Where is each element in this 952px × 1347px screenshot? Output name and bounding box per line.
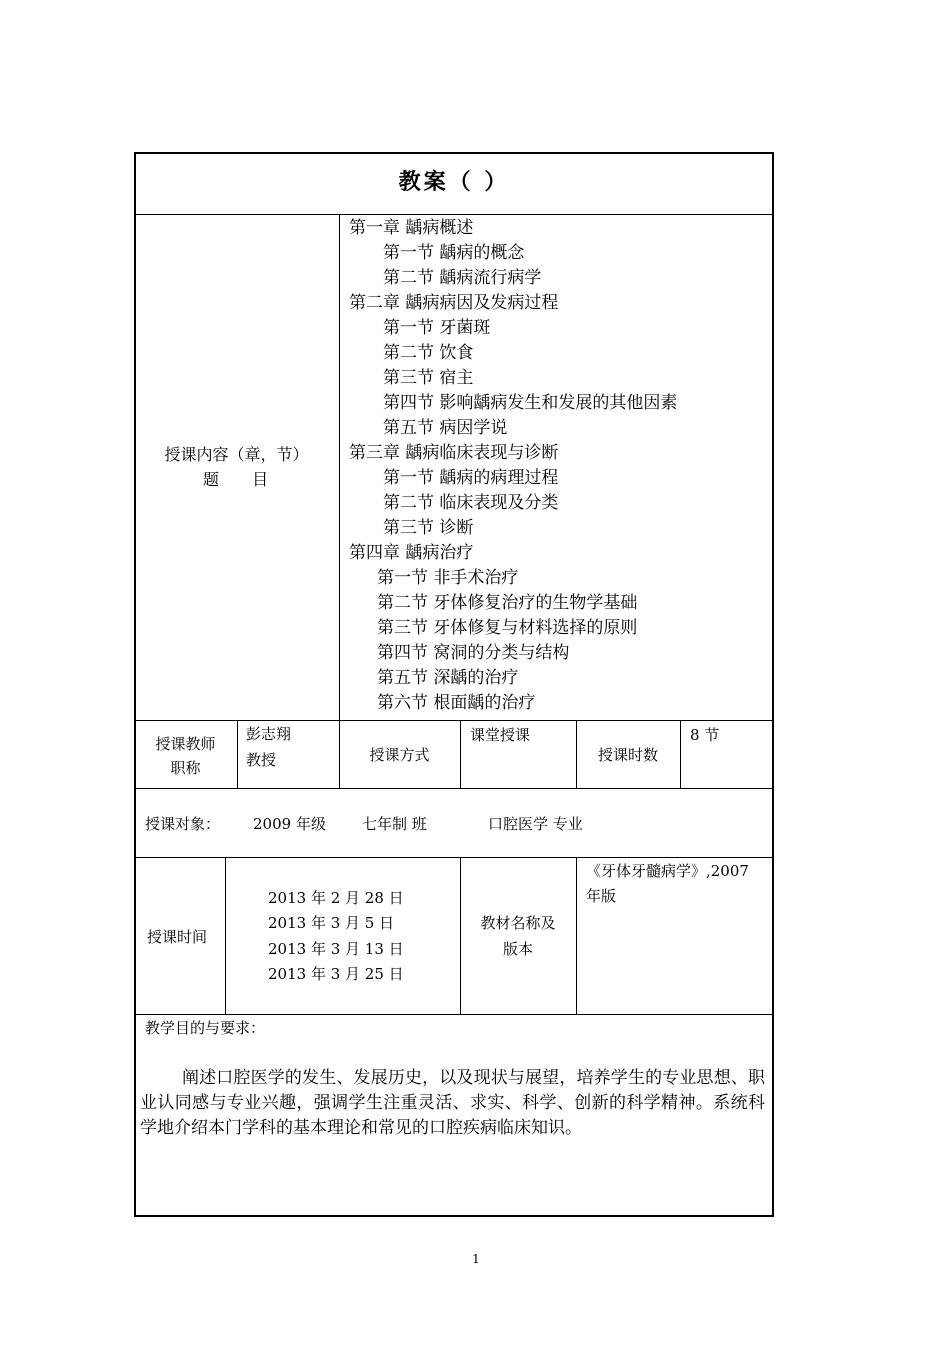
page-number: 1 — [472, 1252, 480, 1266]
method-value: 课堂授课 — [470, 726, 531, 744]
outline-section: 第六节 根面龋的治疗 — [377, 693, 536, 713]
textbook-name: 《牙体牙髓病学》,2007 — [586, 862, 749, 880]
teacher-title-label: 职称 — [170, 759, 201, 777]
outline-section: 第四节 影响龋病发生和发展的其他因素 — [383, 393, 678, 413]
outline-section: 第五节 深龋的治疗 — [377, 668, 519, 688]
teacher-title: 教授 — [246, 751, 277, 769]
outline-section: 第一节 牙菌斑 — [383, 318, 491, 338]
teacher-name: 彭志翔 — [246, 725, 292, 743]
lesson-date: 2013 年 2 月 28 日 — [268, 889, 404, 907]
outline-section: 第三节 诊断 — [383, 518, 474, 538]
outline-chapter: 第二章 龋病病因及发病过程 — [349, 293, 559, 313]
outline-section: 第一节 龋病的病理过程 — [383, 468, 559, 488]
outline-section: 第一节 非手术治疗 — [377, 568, 519, 588]
outline-chapter: 第三章 龋病临床表现与诊断 — [349, 443, 559, 463]
outline-chapter: 第四章 龋病治疗 — [349, 543, 474, 563]
audience-major: 口腔医学 专业 — [488, 815, 583, 833]
content-label-topic: 题 目 — [203, 470, 269, 489]
outline-section: 第二节 龋病流行病学 — [383, 268, 542, 288]
audience-label: 授课对象： — [145, 815, 221, 833]
teacher-label: 授课教师 — [155, 735, 216, 753]
outline-section: 第二节 牙体修复治疗的生物学基础 — [377, 593, 638, 613]
lesson-date: 2013 年 3 月 13 日 — [268, 940, 404, 958]
time-label: 授课时间 — [147, 928, 208, 946]
lesson-date: 2013 年 3 月 25 日 — [268, 965, 404, 983]
goals-label: 教学目的与要求： — [145, 1019, 266, 1037]
outline-section: 第三节 牙体修复与材料选择的原则 — [377, 618, 638, 638]
outline-section: 第一节 龋病的概念 — [383, 243, 525, 263]
audience-class: 七年制 班 — [362, 815, 427, 833]
outline-section: 第四节 窝洞的分类与结构 — [377, 643, 570, 663]
lesson-date: 2013 年 3 月 5 日 — [268, 914, 395, 932]
method-label: 授课方式 — [369, 746, 430, 764]
outline-chapter: 第一章 龋病概述 — [349, 218, 474, 238]
hours-value: 8 节 — [690, 726, 720, 744]
textbook-label-edition: 版本 — [502, 940, 533, 958]
lesson-plan-title: 教案（ ） — [398, 169, 510, 195]
audience-grade: 2009 年级 — [253, 815, 326, 833]
textbook-edition: 年版 — [586, 887, 617, 905]
outline-section: 第五节 病因学说 — [383, 418, 508, 438]
hours-label: 授课时数 — [597, 746, 658, 764]
outline-section: 第三节 宿主 — [383, 368, 474, 388]
content-label: 授课内容（章，节） — [164, 445, 309, 464]
goals-text: 阐述口腔医学的发生、发展历史，以及现状与展望，培养学生的专业思想、职业认同感与专业兴趣，强调学生注重灵活、求实、科学、创新的科学精神。系统科学地介绍本门学科的基本理论和常见的口腔疾病临床知识。 — [140, 1068, 765, 1138]
outline-section: 第二节 饮食 — [383, 343, 474, 363]
outline-section: 第二节 临床表现及分类 — [383, 493, 559, 513]
textbook-label: 教材名称及 — [480, 914, 556, 932]
